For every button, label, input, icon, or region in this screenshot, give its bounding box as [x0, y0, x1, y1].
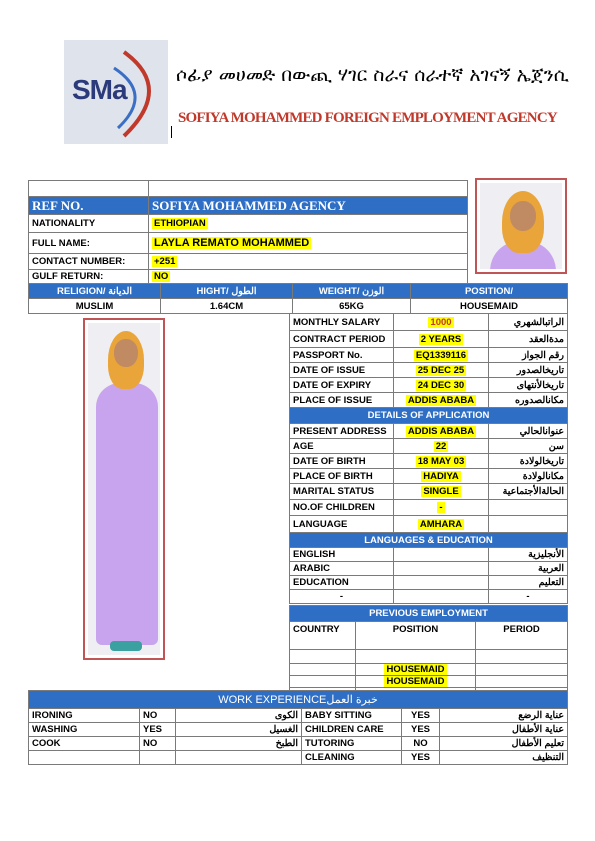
dob-arabic: تاريخالولادة: [489, 454, 568, 469]
work-right-value-4: YES: [402, 751, 440, 765]
prev-position-1: [356, 650, 476, 664]
work-title: WORK EXPERIENCEخبرة العمل: [29, 691, 568, 709]
prev-position-3: HOUSEMAID: [386, 676, 445, 687]
salary-arabic: الراتبالشهري: [489, 314, 568, 331]
education-label: EDUCATION: [290, 576, 394, 590]
children-label: NO.OF CHILDREN: [290, 500, 394, 516]
expiry-date-value: 24 DEC 30: [417, 379, 465, 391]
previous-employment-table: [289, 605, 568, 698]
issue-date-arabic: تاريخالصدور: [489, 363, 568, 378]
place-of-issue-value: ADDIS ABABA: [407, 394, 475, 406]
work-right-value-3: NO: [402, 737, 440, 751]
address-label: PRESENT ADDRESS: [290, 424, 394, 439]
full-name-value: LAYLA REMATO MOHAMMED: [154, 237, 310, 249]
english-title: SOFIYA MOHAMMED FOREIGN EMPLOYMENT AGENCY: [178, 110, 557, 126]
summary-table: [28, 283, 568, 314]
place-of-issue-arabic: مكانالصدوره: [489, 393, 568, 408]
work-left-value-2: YES: [140, 723, 176, 737]
work-right-label-4: CLEANING: [302, 751, 402, 765]
details-title: DETAILS OF APPLICATION: [290, 408, 568, 424]
marital-value: SINGLE: [423, 486, 459, 497]
previous-title: PREVIOUS EMPLOYMENT: [290, 606, 568, 622]
contract-period-label: CONTRACT PERIOD: [290, 331, 394, 348]
language-value: AMHARA: [419, 518, 463, 530]
position-header-prev: POSITION: [356, 622, 476, 650]
age-label: AGE: [290, 439, 394, 454]
height-value: 1.64CM: [161, 299, 293, 314]
portrait-photo: [475, 178, 567, 274]
pob-value: HADIYA: [423, 470, 459, 482]
work-right-label-3: TUTORING: [302, 737, 402, 751]
weight-value: 65KG: [293, 299, 411, 314]
gulf-return-value: NO: [154, 271, 169, 282]
work-left-value-4: [140, 751, 176, 765]
ref-label: REF NO.: [29, 197, 149, 215]
dob-value: 18 MAY 03: [417, 455, 465, 467]
passport-label: PASSPORT No.: [290, 348, 394, 363]
prev-period-1: [476, 650, 568, 664]
english-label: ENGLISH: [290, 548, 394, 562]
pob-arabic: مكانالولادة: [489, 469, 568, 484]
logo-text: SMa: [72, 74, 127, 105]
languages-extra-arabic: -: [489, 590, 568, 604]
prev-country-1: [290, 650, 356, 664]
contract-details-table: [289, 313, 568, 604]
contact-label: CONTACT NUMBER:: [29, 254, 149, 270]
contract-period-value: 2 YEARS: [420, 333, 462, 345]
nationality-value: ETHIOPIAN: [154, 218, 206, 229]
work-left-arabic-2: الغسيل: [176, 723, 302, 737]
arabic-arabic: العربية: [489, 562, 568, 576]
children-value: -: [439, 502, 443, 513]
prev-position-2: HOUSEMAID: [386, 664, 445, 675]
issue-date-value: 25 DEC 25: [417, 364, 465, 376]
logo-swoosh-icon: [104, 48, 166, 140]
expiry-date-arabic: تاريخالأنتهاى: [489, 378, 568, 393]
issue-date-label: DATE OF ISSUE: [290, 363, 394, 378]
height-header: HIGHT/ الطول: [161, 284, 293, 299]
marital-arabic: الحالةالأجتماعية: [489, 484, 568, 500]
work-right-arabic-3: تعليم الأطفال: [440, 737, 568, 751]
religion-header: RELIGION/ الديانة: [29, 284, 161, 299]
full-body-photo: [83, 318, 165, 660]
work-right-arabic-2: عناية الأطفال: [440, 723, 568, 737]
prev-period-3: [476, 676, 568, 688]
ref-value: SOFIYA MOHAMMED AGENCY: [149, 197, 468, 215]
expiry-date-label: DATE OF EXPIRY: [290, 378, 394, 393]
work-left-arabic-4: [176, 751, 302, 765]
religion-value: MUSLIM: [29, 299, 161, 314]
work-left-label-3: COOK: [29, 737, 140, 751]
work-right-label-1: BABY SITTING: [302, 709, 402, 723]
work-right-value-1: YES: [402, 709, 440, 723]
education-arabic: التعليم: [489, 576, 568, 590]
pob-label: PLACE OF BIRTH: [290, 469, 394, 484]
address-arabic: عنوانالحالي: [489, 424, 568, 439]
weight-header: WEIGHT/ الوزن: [293, 284, 411, 299]
passport-value: EQ1339116: [415, 349, 467, 361]
prev-country-3: [290, 676, 356, 688]
passport-arabic: رقم الجواز: [489, 348, 568, 363]
header-divider: [171, 126, 172, 138]
contract-period-arabic: مدةالعقد: [489, 331, 568, 348]
age-arabic: سن: [489, 439, 568, 454]
work-left-value-3: NO: [140, 737, 176, 751]
contact-value: +251: [154, 256, 176, 267]
work-left-label-4: [29, 751, 140, 765]
work-left-label-1: IRONING: [29, 709, 140, 723]
salary-value: 1000: [430, 316, 452, 328]
full-name-label: FULL NAME:: [29, 233, 149, 254]
address-value: ADDIS ABABA: [407, 425, 475, 437]
amharic-title: ሶፊያ መሀመድ በውጪ ሃገር ስራና ሰራተኛ አገናኝ ኤጀንሲ: [176, 64, 569, 86]
work-right-value-2: YES: [402, 723, 440, 737]
gulf-return-label: GULF RETURN:: [29, 270, 149, 284]
country-header: COUNTRY: [290, 622, 356, 650]
work-left-arabic-1: الكوى: [176, 709, 302, 723]
work-right-arabic-4: التنظيف: [440, 751, 568, 765]
prev-country-2: [290, 664, 356, 676]
salary-label: MONTHLY SALARY: [290, 314, 394, 331]
work-right-label-2: CHILDREN CARE: [302, 723, 402, 737]
marital-label: MARITAL STATUS: [290, 484, 394, 500]
children-arabic: [489, 500, 568, 516]
age-value: 22: [435, 440, 447, 452]
nationality-label: NATIONALITY: [29, 215, 149, 233]
work-right-arabic-1: عناية الرضع: [440, 709, 568, 723]
work-left-label-2: WASHING: [29, 723, 140, 737]
period-header: PERIOD: [476, 622, 568, 650]
position-header: POSITION/: [411, 284, 568, 299]
agency-logo: [64, 40, 168, 144]
work-left-arabic-3: الطبخ: [176, 737, 302, 751]
dob-label: DATE OF BIRTH: [290, 454, 394, 469]
language-label: LANGUAGE: [290, 516, 394, 533]
prev-period-2: [476, 664, 568, 676]
personal-info-table: [28, 180, 468, 284]
work-experience-table: [28, 690, 568, 765]
languages-extra-label: -: [290, 590, 394, 604]
work-left-value-1: NO: [140, 709, 176, 723]
languages-title: LANGUAGES & EDUCATION: [290, 533, 568, 548]
language-arabic: [489, 516, 568, 533]
position-value: HOUSEMAID: [411, 299, 568, 314]
place-of-issue-label: PLACE OF ISSUE: [290, 393, 394, 408]
arabic-label: ARABIC: [290, 562, 394, 576]
english-arabic: الأنجليزية: [489, 548, 568, 562]
